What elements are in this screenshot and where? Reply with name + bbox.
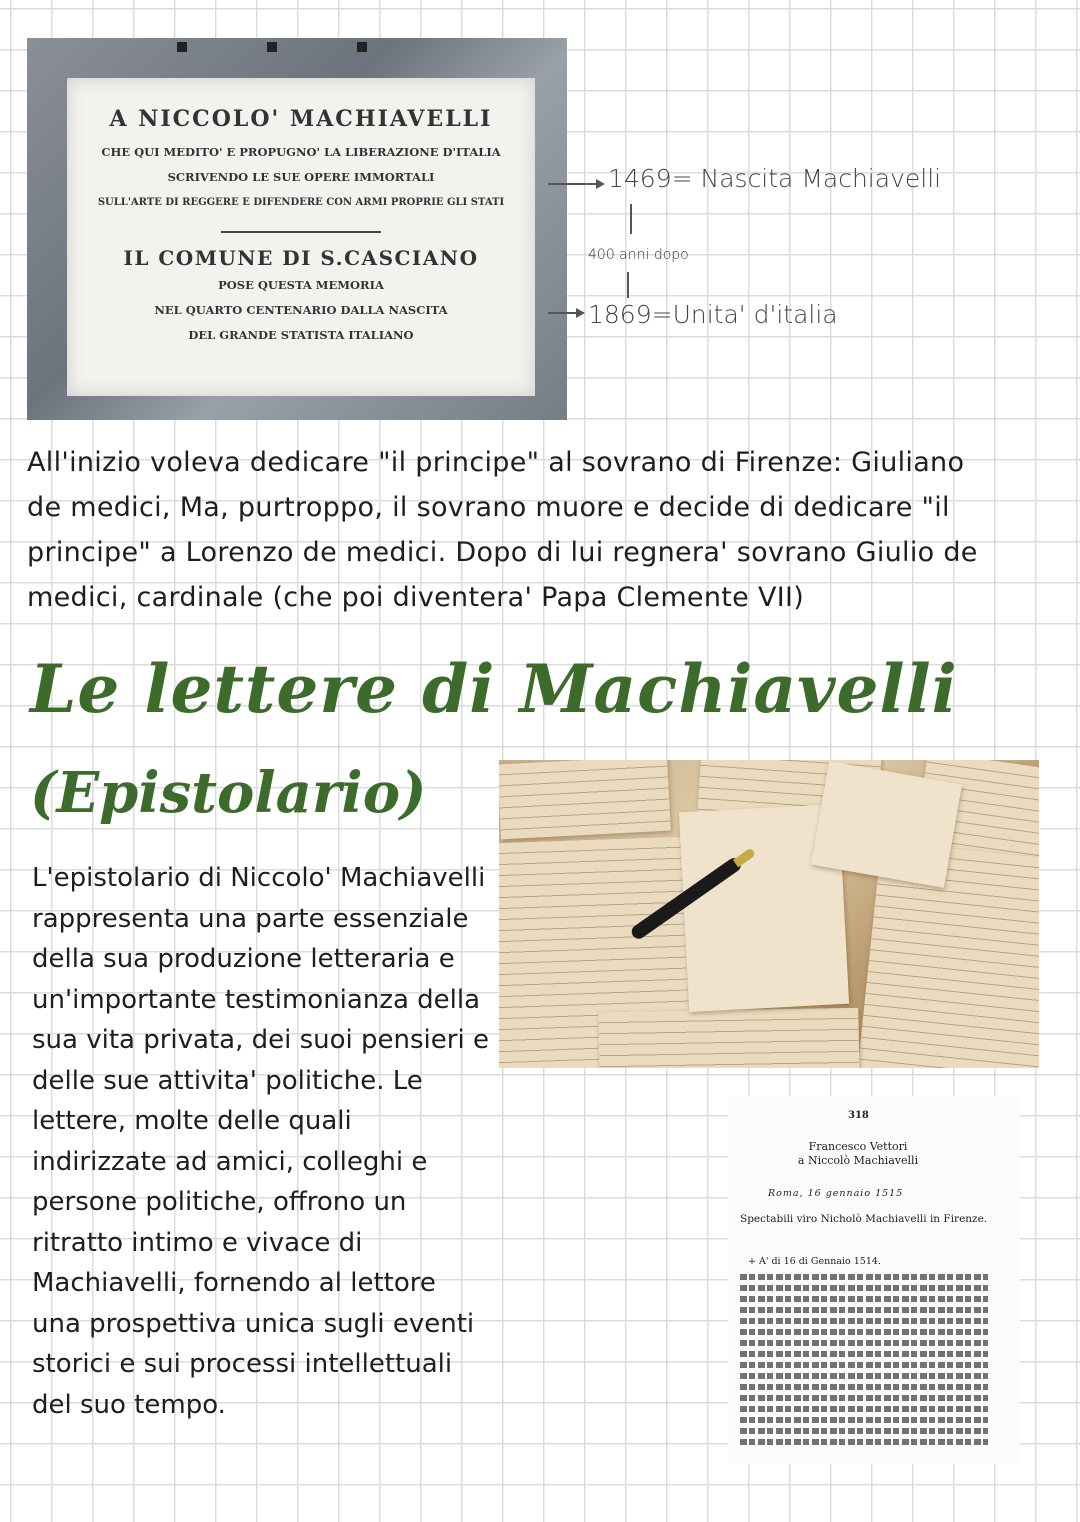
timeline-connector	[627, 272, 629, 298]
scan-date: Roma, 16 gennaio 1515	[768, 1188, 904, 1199]
plaque-line-6: POSE QUESTA MEMORIA	[218, 278, 384, 292]
scan-text-line	[740, 1406, 988, 1412]
scan-header	[728, 1140, 988, 1168]
scan-text-line	[740, 1307, 988, 1313]
timeline-event-1: 1469= Nascita Machiavelli	[608, 164, 942, 193]
scan-text-line	[740, 1362, 988, 1368]
timeline-arrow-2	[548, 312, 578, 314]
scan-text-line	[740, 1384, 988, 1390]
bolt-icon	[357, 42, 367, 52]
plaque-line-8: DEL GRANDE STATISTA ITALIANO	[188, 328, 414, 342]
arrow-head-icon	[596, 179, 605, 189]
marble-plaque	[67, 78, 535, 396]
scan-text-line	[740, 1351, 988, 1357]
timeline-arrow-1	[548, 183, 598, 185]
plaque-line-3: SCRIVENDO LE SUE OPERE IMMORTALI	[167, 170, 435, 184]
scan-dateline: + A' di 16 di Gennaio 1514.	[748, 1256, 881, 1267]
intro-paragraph: All'inizio voleva dedicare "il principe" al sovrano di Firenze: Giuliano de medici, Ma, purtroppo, il sovrano muore e decide di dedicare "il principe" a Lorenzo de medici. Dopo di lui regnera' sovrano Giulio de medici, cardinale (che poi diventera' Papa Clemente VII)	[27, 447, 978, 613]
timeline-connector	[630, 204, 632, 234]
plaque-line-4: SULL'ARTE DI REGGERE E DIFENDERE CON ARMI PROPRIE GLI STATI	[97, 197, 505, 208]
plaque-line-1: A NICCOLO' MACHIAVELLI	[109, 106, 493, 132]
plaque-line-5: IL COMUNE DI S.CASCIANO	[123, 246, 479, 270]
plaque-line-2: CHE QUI MEDITO' E PROPUGNO' LA LIBERAZIONE D'ITALIA	[101, 145, 501, 159]
scan-text-line	[740, 1274, 988, 1280]
scan-text-line	[740, 1417, 988, 1423]
scan-recipient: a Niccolò Machiavelli	[797, 1154, 919, 1167]
scan-text-line	[740, 1373, 988, 1379]
scan-text-line	[740, 1285, 988, 1291]
section-subtitle: (Epistolario)	[30, 760, 427, 826]
timeline-event-2: 1869=Unita' d'italia	[588, 300, 838, 329]
scan-page-number: 318	[848, 1110, 869, 1121]
printed-letter-scan	[728, 1096, 1020, 1464]
plaque-photo	[27, 38, 567, 420]
scan-sender: Francesco Vettori	[808, 1140, 908, 1153]
plaque-divider	[221, 231, 381, 233]
arrow-head-icon	[576, 308, 585, 318]
section-title: Le lettere di Machiavelli	[30, 650, 958, 728]
scan-address: Spectabili viro Nicholò Machiavelli in Firenze.	[740, 1213, 988, 1225]
scan-text-line	[740, 1395, 988, 1401]
body-paragraph: L'epistolario di Niccolo' Machiavelli rappresenta una parte essenziale della sua produzione letteraria e un'importante testimonianza della sua vita privata, dei suoi pensieri e delle sue attivita' politiche. Le lettere, molte delle quali indirizzate ad amici, colleghi e persone politiche, offrono un ritratto intimo e vivace di Machiavelli, fornendo al lettore una prospettiva unica sugli eventi storici e sui processi intellettuali del suo tempo.	[32, 863, 489, 1420]
timeline-gap-label: 400 anni dopo	[588, 247, 689, 263]
old-letter	[598, 1008, 859, 1068]
scan-text-line	[740, 1340, 988, 1346]
old-letter	[499, 760, 671, 839]
plaque-line-7: NEL QUARTO CENTENARIO DALLA NASCITA	[154, 303, 448, 317]
scan-text-line	[740, 1329, 988, 1335]
scan-text-line	[740, 1318, 988, 1324]
bolt-icon	[267, 42, 277, 52]
scan-text-line	[740, 1439, 988, 1445]
scan-text-line	[740, 1428, 988, 1434]
letters-photo	[499, 760, 1039, 1068]
bolt-icon	[177, 42, 187, 52]
scan-text-line	[740, 1296, 988, 1302]
